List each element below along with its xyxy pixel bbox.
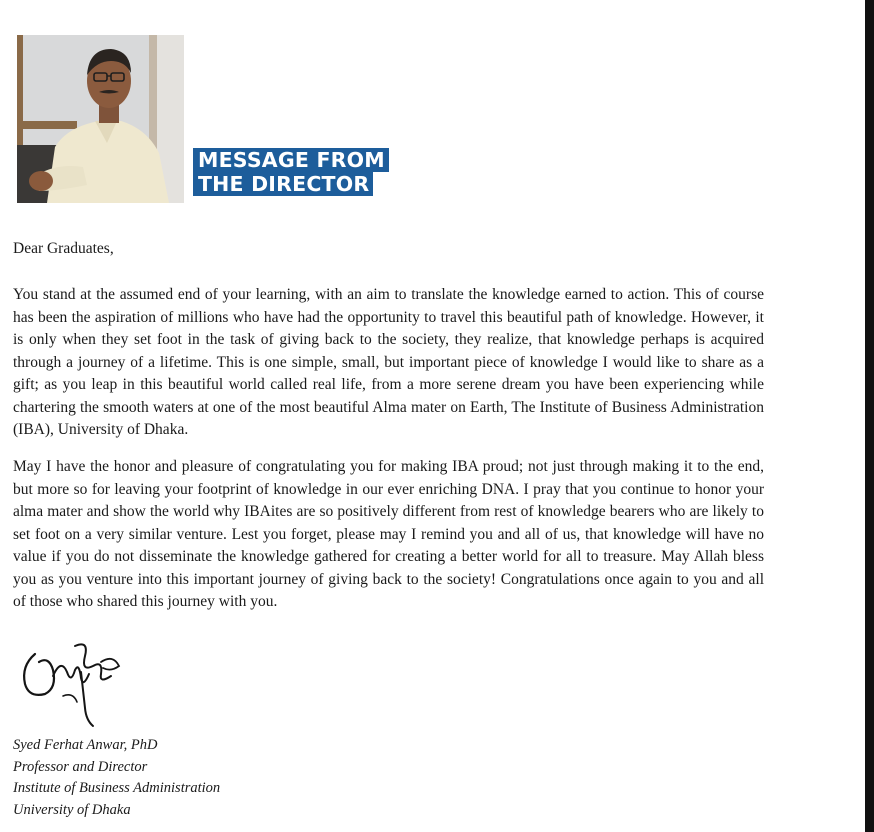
section-title	[193, 148, 389, 196]
handwritten-signature	[15, 632, 135, 732]
signatory-block	[13, 735, 220, 821]
director-photo	[17, 35, 184, 203]
title-line-1: MESSAGE FROM	[193, 148, 389, 172]
director-portrait-image	[17, 35, 184, 203]
title-line-2: THE DIRECTOR	[193, 172, 373, 196]
signatory-institute: Institute of Business Administration	[13, 780, 221, 796]
page-edge-border	[865, 0, 874, 832]
signatory-university: University of Dhaka	[13, 801, 131, 818]
letter-paragraph-2: May I have the honor and pleasure of congratulating you for making IBA proud; not just through making it to the end, but more so for leaving your footprint of knowledge in our ever enriching DNA. I pray that you continue to honor your alma mater and show the world why IBAites are so positively different from rest of knowledge bearers who are likely to set foot on a very similar venture. Lest you forget, please may I remind you and all of us, that knowledge will have no value if you do not disseminate the knowledge gathered for creating a better world for all to treasure. May Allah bless you as you venture into this important journey of giving back to the society! Congratulations once again to you and all of those who shared this journey with you.	[13, 458, 764, 610]
letter-paragraph-1: You stand at the assumed end of your learning, with an aim to translate the knowledge earned to action. This of course has been the aspiration of millions who have had the opportunity to travel this beautiful path of knowledge. However, it is only when they set foot in the task of giving back to the society, they realize, that knowledge perhaps is acquired through a journey of a lifetime. This is one simple, small, but important piece of knowledge I would like to share as a gift; as you leap in this beautiful world called real life, from a more serene dream you have been experiencing while chartering the smooth waters at one of the most beautiful Alma mater on Earth, The Institute of Business Administration (IBA), University of Dhaka.	[13, 286, 764, 438]
signatory-name: Syed Ferhat Anwar, PhD	[13, 737, 158, 753]
letter-salutation: Dear Graduates,	[13, 240, 114, 257]
signatory-title: Professor and Director	[13, 758, 148, 775]
